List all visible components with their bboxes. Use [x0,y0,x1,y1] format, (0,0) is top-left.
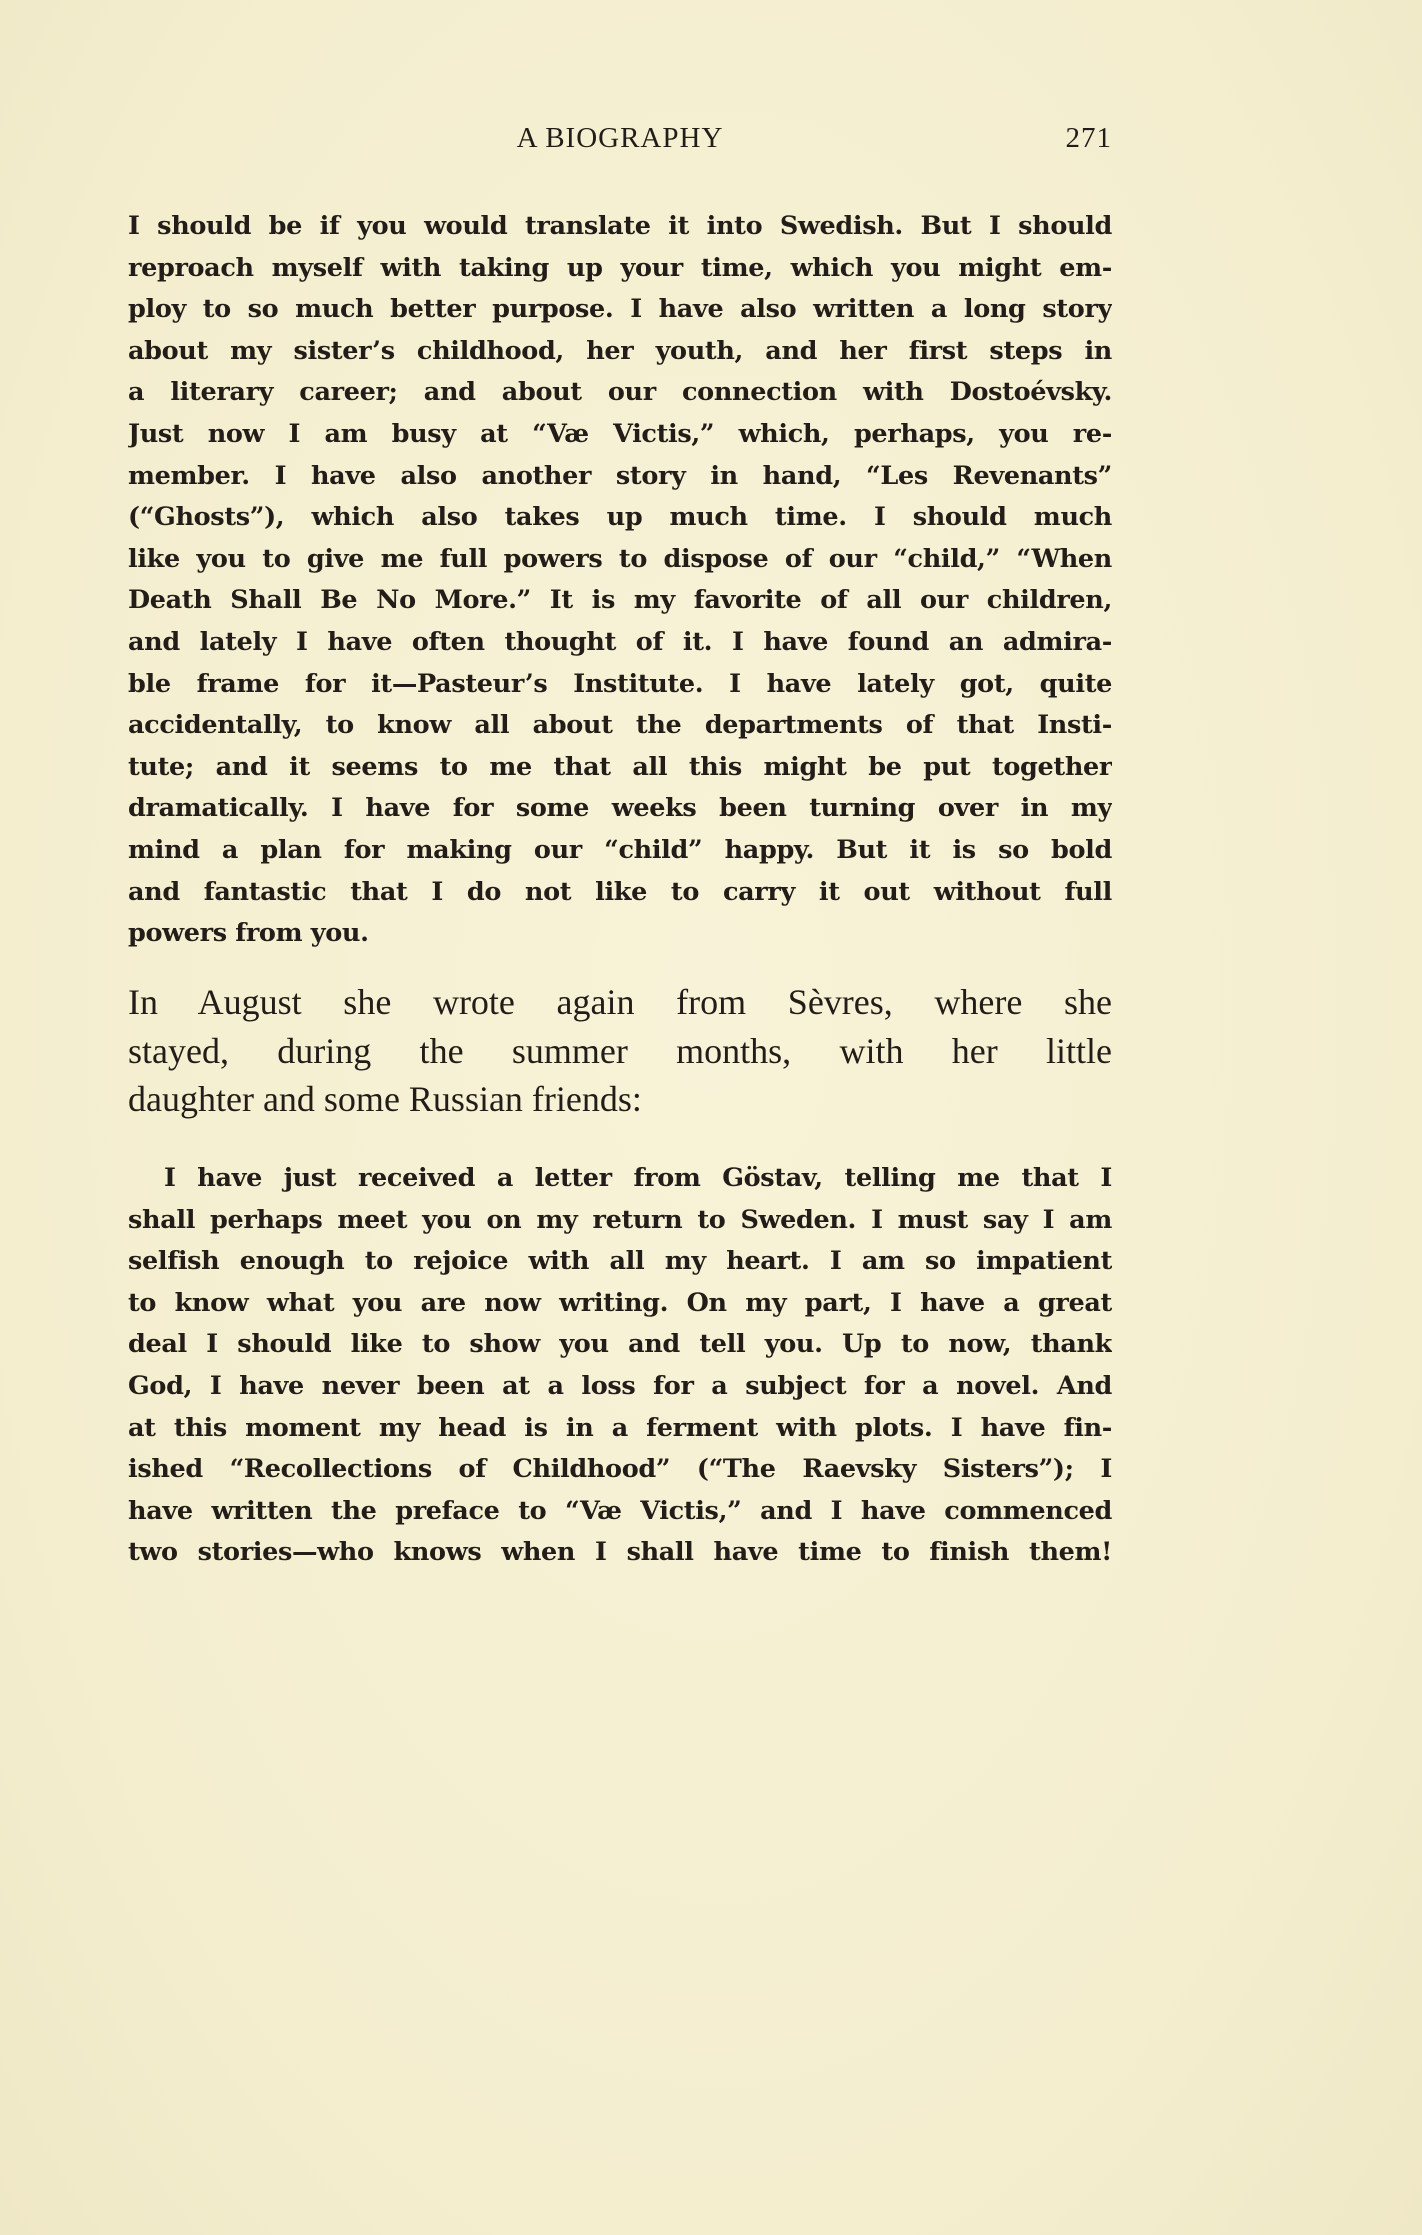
text-line: have written the preface to “Væ Victis,” and I have commenced [128,1495,1112,1526]
page-header [128,122,1112,162]
text-line: reproach myself with taking up your time, which you might em- [128,252,1112,283]
text-line: accidentally, to know all about the departments of that Insti- [128,710,1112,741]
text-line: (“Ghosts”), which also takes up much time. I should much [128,502,1112,533]
letter-excerpt-1 [128,206,1112,955]
text-line: ble frame for it—Pasteur’s Institute. I have lately got, quite [128,668,1112,699]
text-line: a literary career; and about our connection with Dostoévsky. [128,377,1112,408]
text-line: Death Shall Be No More.” It is my favorite of all our children, [128,585,1112,616]
text-line: at this moment my head is in a ferment with plots. I have fin- [128,1412,1112,1443]
text-line: shall perhaps meet you on my return to Sweden. I must say I am [128,1204,1112,1235]
text-line: stayed, during the summer months, with her little [128,1030,1112,1071]
text-line: tute; and it seems to me that all this might be put together [128,751,1112,782]
text-line: In August she wrote again from Sèvres, where she [128,982,1112,1022]
text-line: I have just received a letter from Göstav, telling me that I [164,1163,1112,1193]
text-line: like you to give me full powers to dispose of our “child,” “When [128,543,1112,574]
text-line: and fantastic that I do not like to carry it out without full [128,876,1112,907]
text-line: God, I have never been at a loss for a subject for a novel. And [128,1370,1112,1401]
text-line: ploy to so much better purpose. I have also written a long story [128,294,1112,325]
text-line: powers from you. [128,918,369,949]
text-line: Just now I am busy at “Væ Victis,” which, perhaps, you re- [128,418,1112,449]
text-line: member. I have also another story in hand, “Les Revenants” [128,460,1112,491]
text-line: mind a plan for making our “child” happy. But it is so bold [128,834,1112,865]
text-line: about my sister’s childhood, her youth, and her first steps in [128,335,1112,366]
page-number: 271 [1065,122,1112,154]
text-line: two stories—who knows when I shall have time to finish them! [128,1537,1112,1568]
text-line: deal I should like to show you and tell you. Up to now, thank [128,1329,1112,1360]
narrative-paragraph [128,978,1112,1124]
text-line: selfish enough to rejoice with all my heart. I am so impatient [128,1246,1112,1277]
text-line: ished “Recollections of Childhood” (“The Raevsky Sisters”); I [128,1454,1112,1485]
running-title: A BIOGRAPHY [516,122,724,154]
text-line: I should be if you would translate it into Swedish. But I should [128,211,1112,241]
text-line: daughter and some Russian friends: [128,1079,642,1119]
text-line: dramatically. I have for some weeks been turning over in my [128,793,1112,824]
text-line: and lately I have often thought of it. I have found an admira- [128,626,1112,657]
text-line: to know what you are now writing. On my part, I have a great [128,1287,1112,1318]
letter-excerpt-2 [128,1158,1112,1574]
